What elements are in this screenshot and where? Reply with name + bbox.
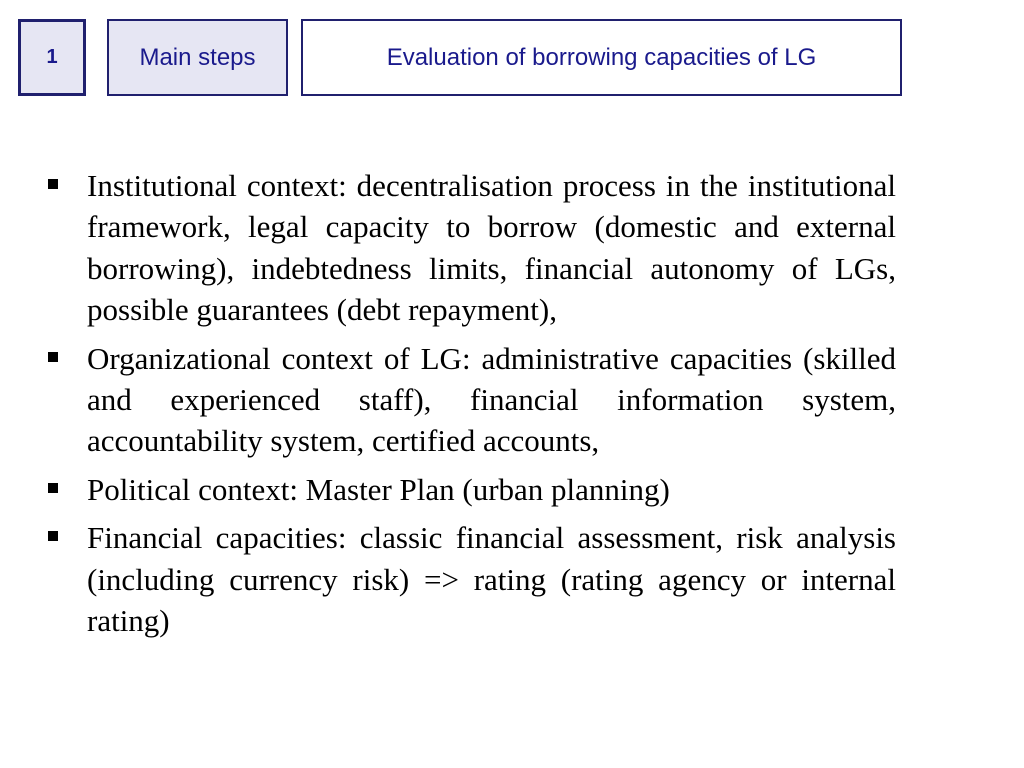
bullet-text: Institutional context: decentralisation process in the institutional framework, legal capacity to borrow (domestic and external borrowing), indebtedness limits, financial autonomy of LGs, possible guarantees (debt repayment), [87, 168, 896, 328]
slide-number: 1 [46, 46, 58, 68]
square-bullet-icon [48, 179, 58, 189]
slide-title-box [301, 19, 902, 96]
bullet-text: Financial capacities: classic financial assessment, risk analysis (including currency risk) => rating (rating agency or internal rating) [87, 520, 896, 639]
list-item [48, 469, 896, 510]
slide-title: Evaluation of borrowing capacities of LG [386, 43, 817, 71]
bullet-list [48, 165, 896, 648]
bullet-text: Organizational context of LG: administrative capacities (skilled and experienced staff), financial information system, accountability system, certified accounts, [87, 340, 896, 459]
bullet-text: Political context: Master Plan (urban planning) [87, 471, 670, 507]
list-item [48, 165, 896, 331]
section-label-box [107, 19, 288, 96]
list-item [48, 338, 896, 462]
square-bullet-icon [48, 531, 58, 541]
list-item [48, 517, 896, 641]
square-bullet-icon [48, 352, 58, 362]
square-bullet-icon [48, 483, 58, 493]
slide-number-box [18, 19, 86, 96]
section-label: Main steps [139, 43, 256, 71]
